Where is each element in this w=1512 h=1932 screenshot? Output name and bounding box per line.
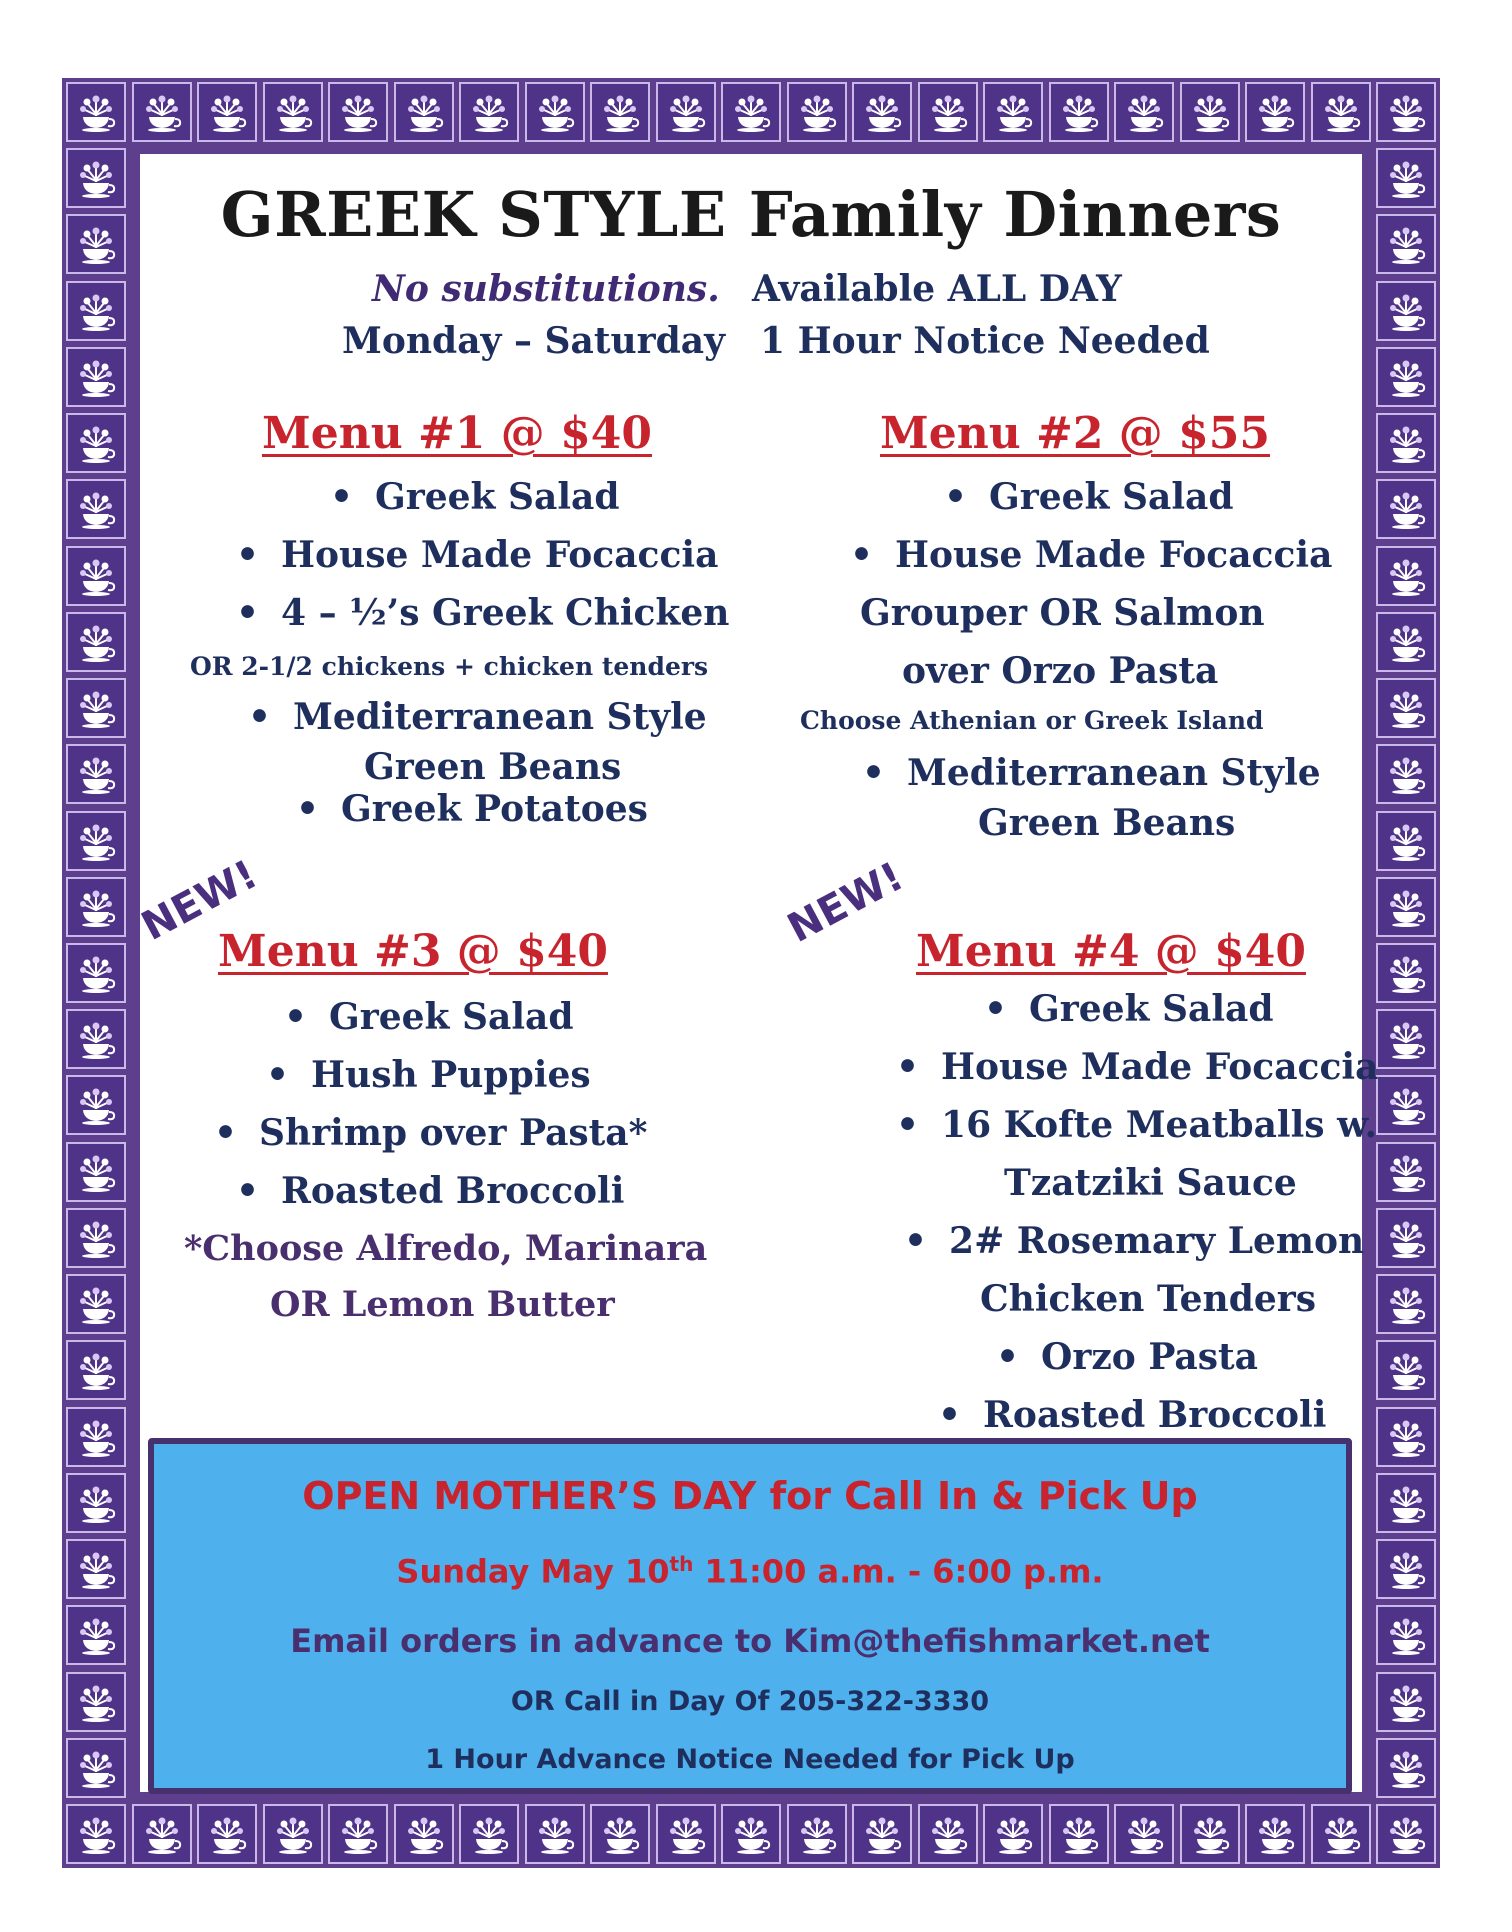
flower-pot-teacup-icon (66, 214, 126, 274)
menu-1-note: OR 2-1/2 chickens + chicken tenders (190, 652, 709, 681)
menu-4-item-cont: Tzatziki Sauce (1004, 1162, 1297, 1204)
flower-pot-teacup-icon (66, 877, 126, 937)
flower-pot-teacup-icon (1376, 1539, 1436, 1599)
flower-pot-teacup-icon (1376, 1738, 1436, 1798)
flower-pot-teacup-icon (656, 82, 716, 142)
flower-pot-teacup-icon (1376, 1075, 1436, 1135)
flower-pot-teacup-icon (1376, 612, 1436, 672)
flower-pot-teacup-icon (394, 82, 454, 142)
flower-pot-teacup-icon (66, 546, 126, 606)
promo-date (154, 1552, 1346, 1591)
promo-date-day: Sunday May 10 (396, 1552, 670, 1591)
promo-date-suffix: th (669, 1552, 694, 1576)
flower-pot-teacup-icon (1376, 877, 1436, 937)
flower-pot-teacup-icon (1376, 546, 1436, 606)
promo-date-time: 11:00 a.m. - 6:00 p.m. (693, 1552, 1104, 1591)
menu-4-item: • House Made Focaccia (896, 1046, 1378, 1088)
flower-pot-teacup-icon (66, 1407, 126, 1467)
menu-3-item: • Hush Puppies (266, 1054, 591, 1096)
menu-4-heading: Menu #4 @ $40 (916, 926, 1306, 977)
menu-4-item: • 2# Rosemary Lemon (904, 1220, 1364, 1262)
flower-pot-teacup-icon (66, 1274, 126, 1334)
flower-pot-teacup-icon (1180, 82, 1240, 142)
flower-pot-teacup-icon (66, 1804, 126, 1864)
flower-pot-teacup-icon (1180, 1804, 1240, 1864)
promo-headline: OPEN MOTHER’S DAY for Call In & Pick Up (302, 1474, 1198, 1518)
available-all-day: Available ALL DAY (752, 268, 1122, 310)
flower-pot-teacup-icon (1376, 214, 1436, 274)
menu-3-item: • Greek Salad (284, 996, 574, 1038)
flower-pot-teacup-icon (66, 811, 126, 871)
menu-1-item: • 4 – ½’s Greek Chicken (236, 592, 729, 634)
flower-pot-teacup-icon (328, 1804, 388, 1864)
flower-pot-teacup-icon (1376, 479, 1436, 539)
flower-pot-teacup-icon (1376, 1672, 1436, 1732)
flower-pot-teacup-icon (1376, 744, 1436, 804)
flower-pot-teacup-icon (1376, 811, 1436, 871)
flower-pot-teacup-icon (1376, 1804, 1436, 1864)
flower-pot-teacup-icon (983, 82, 1043, 142)
flower-pot-teacup-icon (66, 1473, 126, 1533)
flower-pot-teacup-icon (263, 82, 323, 142)
flower-pot-teacup-icon (983, 1804, 1043, 1864)
flower-pot-teacup-icon (1311, 1804, 1371, 1864)
flower-pot-teacup-icon (132, 82, 192, 142)
menu-4-item: • Greek Salad (984, 988, 1274, 1030)
flower-pot-teacup-icon (1311, 82, 1371, 142)
flower-pot-teacup-icon (1376, 1009, 1436, 1069)
new-badge: NEW! (780, 853, 911, 952)
flower-pot-teacup-icon (66, 413, 126, 473)
menu-4-item-cont: Chicken Tenders (980, 1278, 1317, 1320)
menu-2-item: • Greek Salad (944, 476, 1234, 518)
flower-pot-teacup-icon (459, 82, 519, 142)
flower-pot-teacup-icon (787, 82, 847, 142)
flower-pot-teacup-icon (1245, 1804, 1305, 1864)
flower-pot-teacup-icon (525, 82, 585, 142)
flower-pot-teacup-icon (525, 1804, 585, 1864)
flower-pot-teacup-icon (1376, 678, 1436, 738)
flower-pot-teacup-icon (590, 1804, 650, 1864)
flower-pot-teacup-icon (66, 479, 126, 539)
flower-pot-teacup-icon (1376, 281, 1436, 341)
flower-pot-teacup-icon (1376, 1407, 1436, 1467)
flower-pot-teacup-icon (1245, 82, 1305, 142)
flower-pot-teacup-icon (721, 1804, 781, 1864)
flower-pot-teacup-icon (263, 1804, 323, 1864)
flower-pot-teacup-icon (918, 82, 978, 142)
menu-3-heading: Menu #3 @ $40 (218, 926, 608, 977)
menu-1-item: • Greek Salad (330, 476, 620, 518)
menu-3-item: • Roasted Broccoli (236, 1170, 624, 1212)
flower-pot-teacup-icon (66, 744, 126, 804)
menu-4-item: • 16 Kofte Meatballs w. (896, 1104, 1377, 1146)
no-substitutions: No substitutions. (372, 268, 720, 310)
flower-pot-teacup-icon (66, 678, 126, 738)
menu-1-heading: Menu #1 @ $40 (262, 408, 652, 459)
flower-pot-teacup-icon (1376, 148, 1436, 208)
flower-pot-teacup-icon (1376, 1142, 1436, 1202)
menu-2-note: Choose Athenian or Greek Island (800, 706, 1264, 735)
flower-pot-teacup-icon (66, 1075, 126, 1135)
flower-pot-teacup-icon (852, 82, 912, 142)
promo-call-line: OR Call in Day Of 205-322-3330 (510, 1686, 990, 1717)
flower-pot-teacup-icon (1376, 1208, 1436, 1268)
flower-pot-teacup-icon (197, 82, 257, 142)
promo-email-line: Email orders in advance to Kim@thefishmarket.net (290, 1622, 1210, 1660)
promo-advance-line: 1 Hour Advance Notice Needed for Pick Up (425, 1744, 1075, 1775)
menu-2-item-cont: Green Beans (978, 802, 1236, 844)
flower-pot-teacup-icon (328, 82, 388, 142)
flower-pot-teacup-icon (66, 1009, 126, 1069)
days-available: Monday – Saturday (342, 320, 726, 362)
menu-4-item: • Orzo Pasta (996, 1336, 1258, 1378)
flower-pot-teacup-icon (656, 1804, 716, 1864)
flower-pot-teacup-icon (66, 1340, 126, 1400)
flower-pot-teacup-icon (66, 148, 126, 208)
notice-needed: 1 Hour Notice Needed (760, 320, 1210, 362)
new-badge: NEW! (134, 851, 265, 950)
menu-1-item: • House Made Focaccia (236, 534, 718, 576)
flower-pot-teacup-icon (66, 1738, 126, 1798)
flower-pot-teacup-icon (787, 1804, 847, 1864)
flower-pot-teacup-icon (590, 82, 650, 142)
menu-1-item-cont: Green Beans (364, 746, 622, 788)
flower-pot-teacup-icon (66, 612, 126, 672)
menu-4-item: • Roasted Broccoli (938, 1394, 1326, 1436)
menu-2-text: Grouper OR Salmon (860, 592, 1265, 634)
menu-3-note: *Choose Alfredo, Marinara (184, 1228, 708, 1269)
menu-2-text: over Orzo Pasta (902, 650, 1219, 692)
flower-pot-teacup-icon (197, 1804, 257, 1864)
flower-pot-teacup-icon (66, 281, 126, 341)
flower-pot-teacup-icon (1376, 943, 1436, 1003)
flower-pot-teacup-icon (66, 1605, 126, 1665)
menu-3-note: OR Lemon Butter (270, 1284, 615, 1325)
flower-pot-teacup-icon (66, 1672, 126, 1732)
page-title: GREEK STYLE Family Dinners (220, 178, 1282, 251)
flower-pot-teacup-icon (66, 1142, 126, 1202)
flower-pot-teacup-icon (1376, 1274, 1436, 1334)
flower-pot-teacup-icon (1376, 1605, 1436, 1665)
flower-pot-teacup-icon (1376, 1340, 1436, 1400)
flower-pot-teacup-icon (66, 82, 126, 142)
flower-pot-teacup-icon (1114, 82, 1174, 142)
flower-pot-teacup-icon (1049, 82, 1109, 142)
flower-pot-teacup-icon (66, 1539, 126, 1599)
flower-pot-teacup-icon (132, 1804, 192, 1864)
menu-2-item: • House Made Focaccia (850, 534, 1332, 576)
flower-pot-teacup-icon (1049, 1804, 1109, 1864)
flower-pot-teacup-icon (1376, 347, 1436, 407)
flower-pot-teacup-icon (852, 1804, 912, 1864)
flower-pot-teacup-icon (918, 1804, 978, 1864)
menu-1-item: • Mediterranean Style (248, 696, 707, 738)
flower-pot-teacup-icon (459, 1804, 519, 1864)
menu-1-item: • Greek Potatoes (296, 788, 648, 830)
flower-pot-teacup-icon (1114, 1804, 1174, 1864)
flower-pot-teacup-icon (1376, 413, 1436, 473)
flower-pot-teacup-icon (1376, 82, 1436, 142)
flower-pot-teacup-icon (66, 1208, 126, 1268)
menu-2-item: • Mediterranean Style (862, 752, 1321, 794)
flower-pot-teacup-icon (394, 1804, 454, 1864)
mothers-day-promo (148, 1438, 1352, 1794)
menu-2-heading: Menu #2 @ $55 (880, 408, 1270, 459)
flower-pot-teacup-icon (66, 347, 126, 407)
flower-pot-teacup-icon (66, 943, 126, 1003)
menu-3-item: • Shrimp over Pasta* (214, 1112, 647, 1154)
flower-pot-teacup-icon (1376, 1473, 1436, 1533)
flower-pot-teacup-icon (721, 82, 781, 142)
